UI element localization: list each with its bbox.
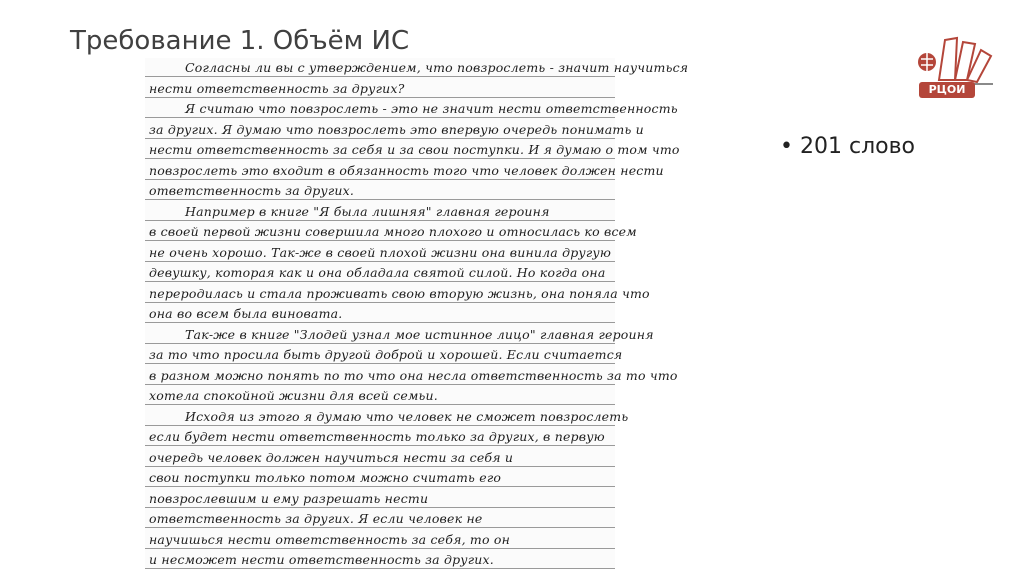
ruled-line bbox=[145, 568, 615, 569]
ruled-line bbox=[145, 425, 615, 426]
handwritten-essay-scan bbox=[145, 58, 689, 568]
ruled-line bbox=[145, 466, 615, 467]
essay-line: девушку, которая как и она обладала святой силой. Но когда она bbox=[149, 265, 606, 280]
ruled-line bbox=[145, 97, 615, 98]
ruled-line bbox=[145, 384, 615, 385]
ruled-line bbox=[145, 240, 615, 241]
ruled-line bbox=[145, 199, 615, 200]
ruled-line bbox=[145, 158, 615, 159]
essay-line: ответственность за других. bbox=[149, 183, 355, 198]
essay-line: научишься нести ответственность за себя, то он bbox=[149, 531, 511, 547]
essay-line: повзрослеть это входит в обязанность того что человек должен нести bbox=[149, 162, 664, 178]
bullet-list bbox=[780, 134, 915, 159]
ruled-line bbox=[145, 363, 615, 364]
bullet-item-word-count: • 201 слово bbox=[780, 134, 915, 159]
essay-line: повзрослевшим и ему разрешать нести bbox=[149, 490, 429, 506]
essay-line: нести ответственность за себя и за свои поступки. И я думаю о том что bbox=[149, 142, 680, 157]
essay-line: если будет нести ответственность только за других, в первую bbox=[149, 429, 605, 444]
ruled-line bbox=[145, 343, 615, 344]
essay-line: за то что просила быть другой доброй и хорошей. Если считается bbox=[149, 347, 623, 362]
essay-line: нести ответственность за других? bbox=[149, 80, 405, 96]
essay-line: и несможет нести ответственность за других. bbox=[149, 552, 494, 567]
page-title: Требование 1. Объём ИС bbox=[70, 26, 410, 56]
ruled-line bbox=[145, 486, 615, 487]
ruled-line bbox=[145, 179, 615, 180]
essay-line: Я считаю что повзрослеть - это не значит нести ответственность bbox=[185, 101, 678, 116]
essay-line: за других. Я думаю что повзрослеть это впервую очередь понимать и bbox=[149, 121, 644, 137]
rcoi-logo bbox=[905, 32, 1001, 104]
essay-line: хотела спокойной жизни для всей семьи. bbox=[149, 388, 438, 403]
essay-line: Согласны ли вы с утверждением, что повзрослеть - значит научиться bbox=[185, 60, 689, 75]
ruled-line bbox=[145, 281, 615, 282]
essay-line: не очень хорошо. Так-же в своей плохой жизни она винила другую bbox=[149, 244, 612, 260]
essay-line: она во всем была виновата. bbox=[149, 306, 343, 321]
essay-line: в разном можно понять по то что она несла ответственность за то что bbox=[149, 367, 678, 383]
logo-label: РЦОИ bbox=[919, 82, 975, 98]
ruled-line bbox=[145, 548, 615, 549]
ruled-line bbox=[145, 261, 615, 262]
essay-line: ответственность за других. Я если человек не bbox=[149, 511, 483, 526]
essay-line: в своей первой жизни совершила много плохого и относилась ко всем bbox=[149, 224, 637, 239]
ruled-line bbox=[145, 138, 615, 139]
essay-line: очередь человек должен научиться нести за себя и bbox=[149, 449, 514, 465]
ruled-line bbox=[145, 527, 615, 528]
essay-line: свои поступки только потом можно считать его bbox=[149, 470, 502, 485]
ruled-line bbox=[145, 507, 615, 508]
essay-line: переродилась и стала проживать свою вторую жизнь, она поняла что bbox=[149, 285, 650, 301]
ruled-line bbox=[145, 220, 615, 221]
ruled-line bbox=[145, 404, 615, 405]
ruled-line bbox=[145, 117, 615, 118]
essay-line: Исходя из этого я думаю что человек не сможет повзрослеть bbox=[185, 408, 629, 424]
ruled-line bbox=[145, 445, 615, 446]
ruled-line bbox=[145, 322, 615, 323]
ruled-line bbox=[145, 76, 615, 77]
ruled-line bbox=[145, 302, 615, 303]
essay-line: Например в книге "Я была лишняя" главная героиня bbox=[185, 203, 550, 219]
essay-line: Так-же в книге "Злодей узнал мое истинное лицо" главная героиня bbox=[185, 326, 654, 342]
